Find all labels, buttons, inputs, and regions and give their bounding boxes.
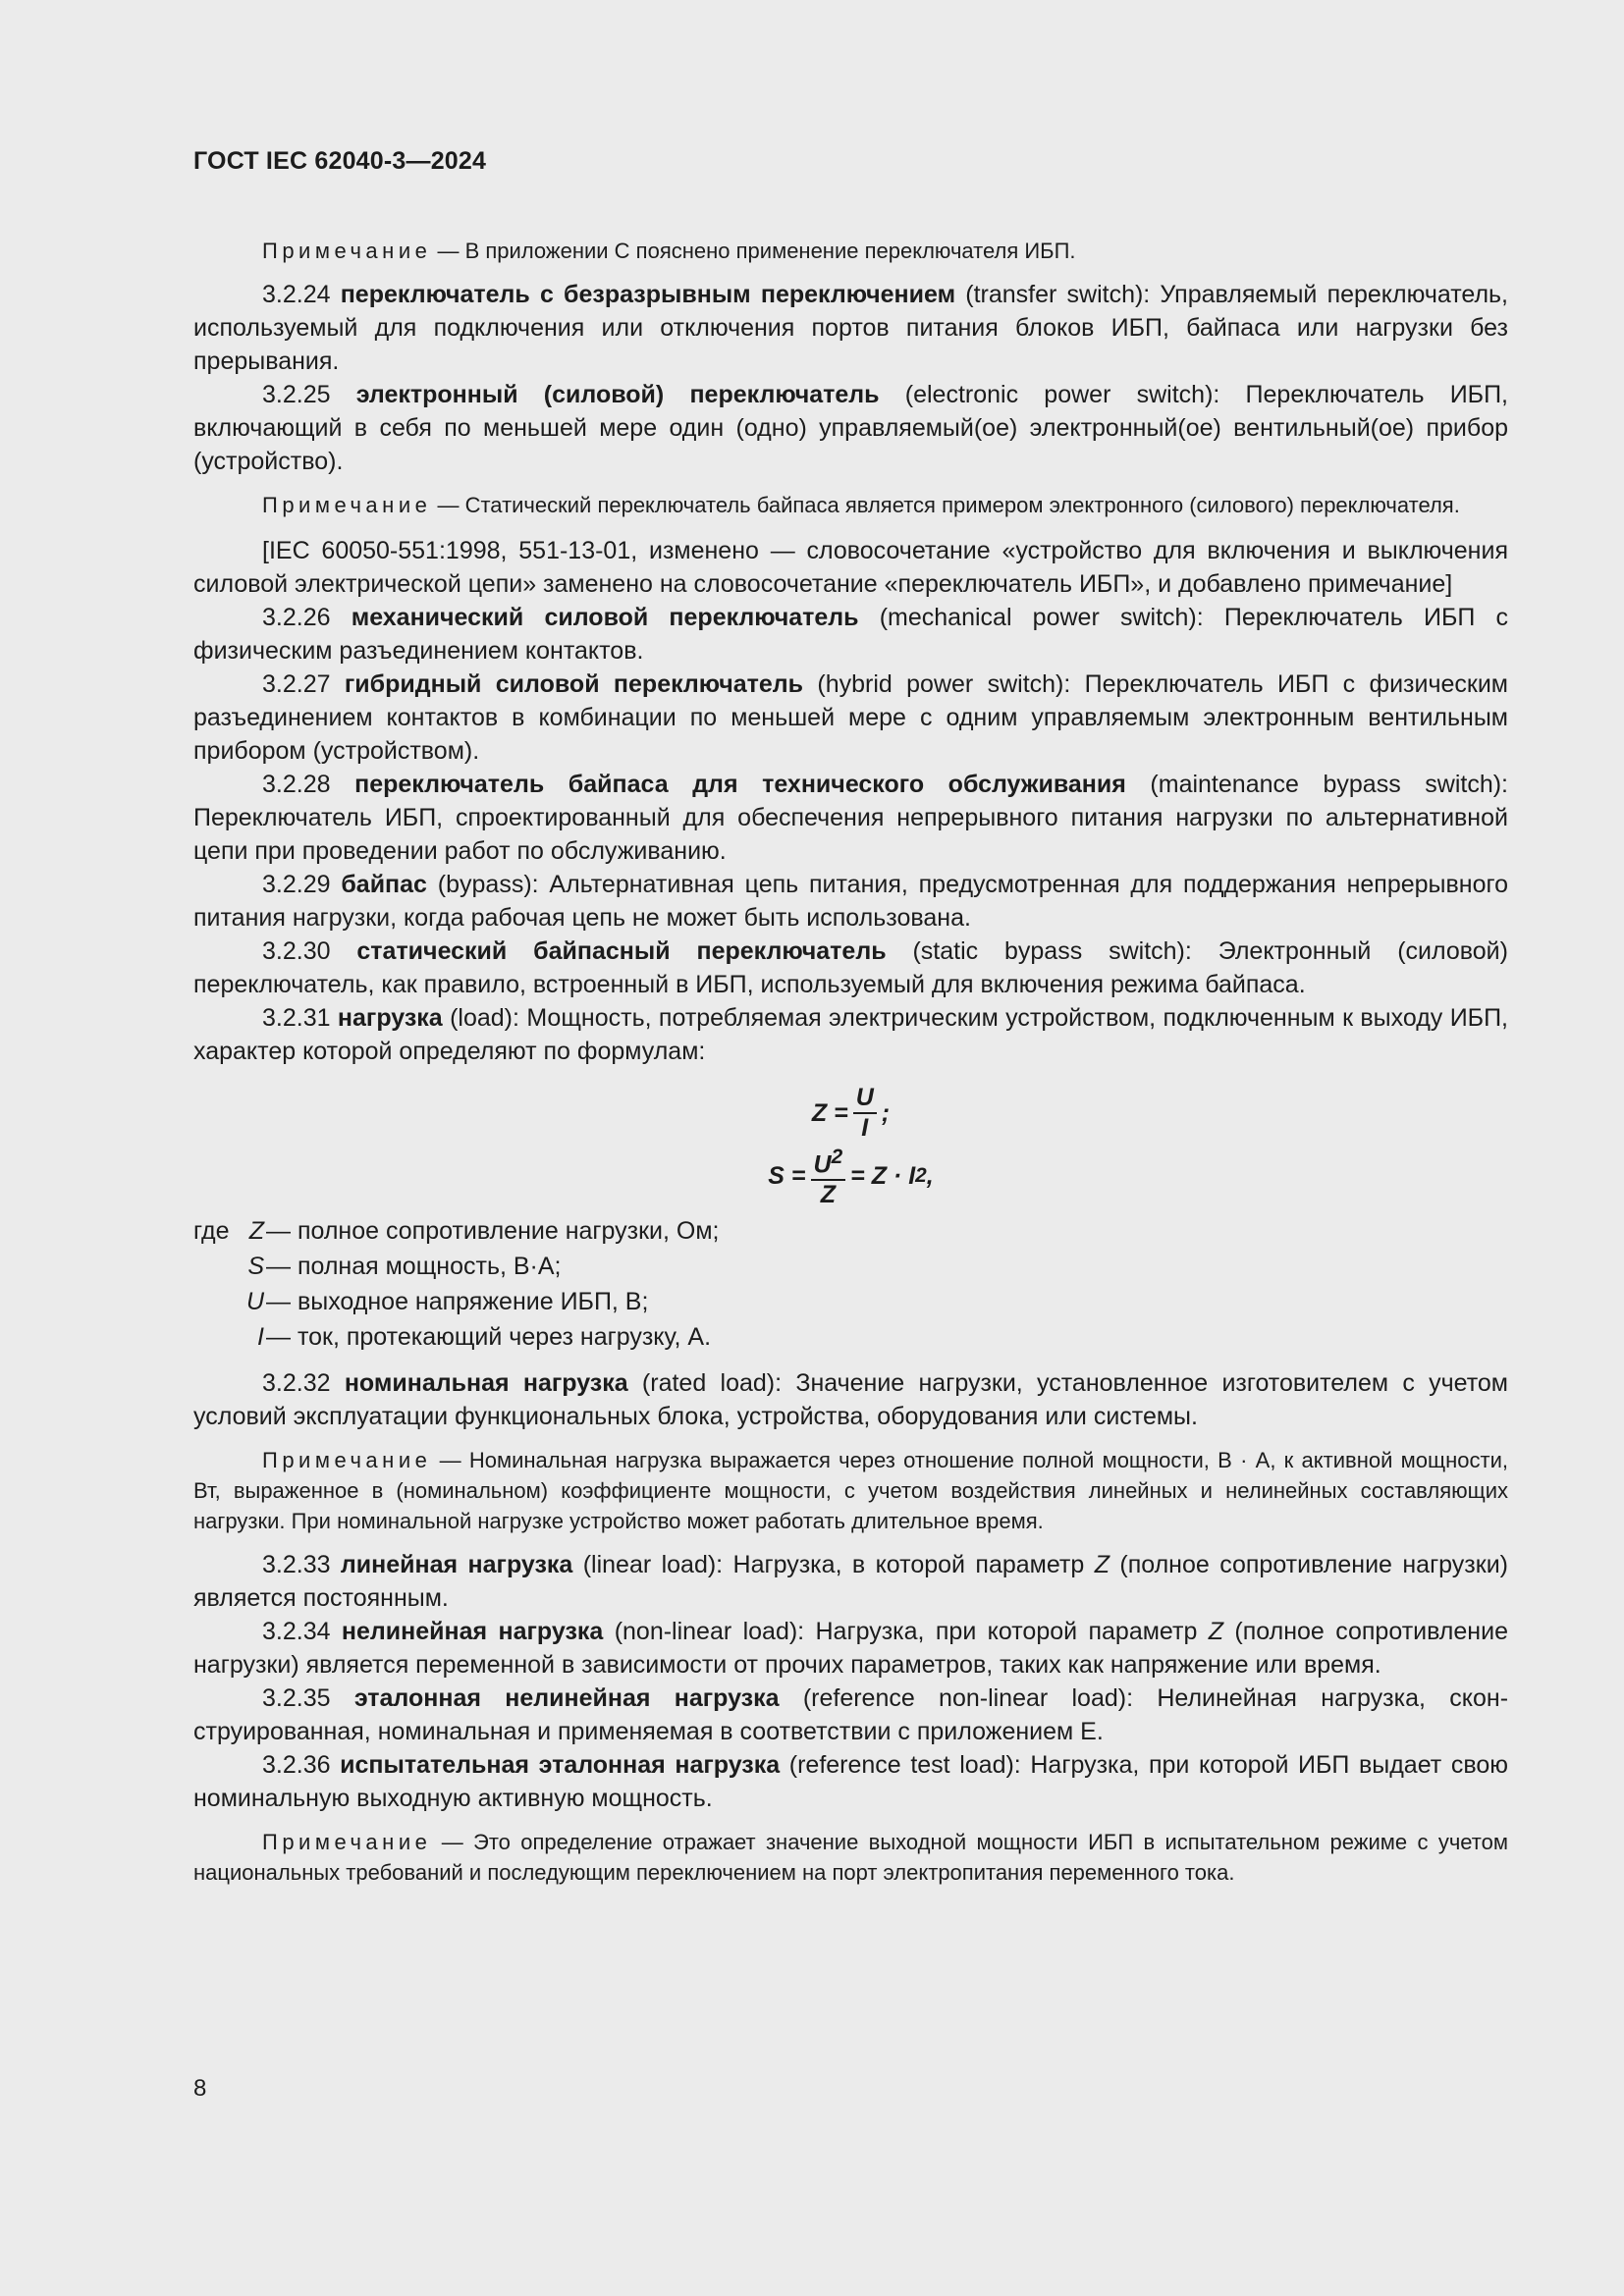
note-text: Статический переключатель байпаса является примером электронного (силового) переключателя. — [464, 493, 1460, 517]
term-definition: (electronic power switch): Переключатель ИБП, включающий в себя по меньшей мере один (одно) управляемый(ое) электронный(ое) вентильный(ое) прибор (устройство). — [193, 381, 1508, 475]
note — [193, 1827, 1508, 1888]
term-entry — [193, 601, 1508, 667]
term-definition: (reference non-linear load): Нелинейная нагрузка, сконструированная, номинальная и применяемая в соответствии с приложением Е. — [193, 1684, 1509, 1745]
formula-rhs: = Z · I — [850, 1161, 916, 1190]
term-number: 3.2.36 — [262, 1751, 331, 1779]
term-entry — [193, 1366, 1508, 1433]
formula-lhs: S = — [768, 1161, 806, 1190]
term-name: механический силовой переключатель — [351, 604, 859, 631]
fraction — [811, 1144, 846, 1208]
legend-row — [193, 1319, 1508, 1355]
term-definition: (rated load): Значение нагрузки, установленное изготовителем с учетом условий эксплуатации функциональных блока, устройства, оборудования или системы. — [193, 1369, 1508, 1430]
term-number: 3.2.30 — [262, 937, 331, 965]
term-entry — [193, 934, 1508, 1001]
term-number: 3.2.28 — [262, 771, 331, 798]
fraction-denominator: I — [861, 1114, 869, 1142]
legend-symbol: I — [257, 1323, 264, 1351]
term-definition-cont: (полное сопротивление нагрузки) является переменной в зависимости от прочих параметров, таких как напряжение или время. — [193, 1618, 1508, 1679]
note-dash: — — [437, 493, 460, 517]
legend-symbol: U — [245, 1288, 264, 1315]
legend-row — [193, 1284, 1508, 1319]
legend-text: — полное сопротивление нагрузки, Ом; — [266, 1217, 720, 1245]
superscript: 2 — [831, 1145, 843, 1168]
note-label: Примечание — [262, 239, 432, 263]
term-definition: (hybrid power switch): Переключатель ИБП с физическим разъединением контактов в комбинации по меньшей мере с одним управляемым электронным вентильным прибором (устройством). — [193, 670, 1508, 765]
term-definition: (load): Мощность, потребляемая электрическим устройством, подключенным к выходу ИБП, характер которой определяют по формулам: — [193, 1004, 1508, 1065]
note-dash: — — [437, 239, 460, 263]
term-variable: Z — [1208, 1618, 1224, 1645]
term-definition-cont: (полное сопротивление нагрузки) является постоянным. — [193, 1551, 1508, 1612]
term-definition: (linear load): Нагрузка, в которой параметр — [582, 1551, 1085, 1578]
superscript: 2 — [915, 1164, 927, 1187]
term-name: переключатель с безразрывным переключением — [340, 281, 956, 308]
term-number: 3.2.35 — [262, 1684, 331, 1712]
term-entry — [193, 1548, 1508, 1615]
source-reference: [IEC 60050-551:1998, 551-13-01, изменено — словосочетание «устройство для включения и выключения силовой электрической цепи» заменено на словосочетание «переключатель ИБП», и добавлено примечание] — [193, 537, 1508, 598]
term-number: 3.2.26 — [262, 604, 331, 631]
formula-lhs: Z = — [811, 1098, 848, 1127]
legend-text: — полная мощность, В·А; — [266, 1253, 562, 1280]
term-name: нагрузка — [337, 1004, 443, 1032]
fraction-numerator: U — [853, 1085, 877, 1114]
term-entry — [193, 1748, 1508, 1815]
term-number: 3.2.34 — [262, 1618, 331, 1645]
term-name: испытательная эталонная нагрузка — [340, 1751, 781, 1779]
term-number: 3.2.24 — [262, 281, 331, 308]
note — [193, 490, 1508, 520]
term-name: эталонная нелинейная нагрузка — [353, 1684, 780, 1712]
term-entry — [193, 768, 1508, 868]
page-number: 8 — [193, 2075, 207, 2102]
term-name: гибридный силовой переключатель — [344, 670, 804, 698]
variable-legend — [193, 1213, 1508, 1355]
term-name: байпас — [341, 871, 427, 898]
term-definition: (reference test load): Нагрузка, при которой ИБП выдает свою номинальную выходную активную мощность. — [193, 1751, 1509, 1812]
term-entry — [193, 1615, 1508, 1682]
term-entry — [193, 667, 1508, 768]
note-label: Примечание — [262, 493, 432, 517]
term-entry — [193, 1682, 1508, 1748]
formula-impedance — [193, 1082, 1508, 1145]
legend-symbol: Z — [248, 1217, 264, 1245]
formula-block — [193, 1082, 1508, 1207]
fraction — [853, 1085, 877, 1142]
note-label: Примечание — [262, 1448, 432, 1472]
term-name: электронный (силовой) переключатель — [355, 381, 880, 408]
term-number: 3.2.29 — [262, 871, 331, 898]
term-name: линейная нагрузка — [340, 1551, 573, 1578]
term-entry — [193, 378, 1508, 478]
legend-row — [193, 1249, 1508, 1284]
term-number: 3.2.27 — [262, 670, 331, 698]
legend-symbol: S — [247, 1253, 264, 1280]
term-number: 3.2.32 — [262, 1369, 331, 1397]
note-dash: — — [441, 1830, 463, 1854]
document-body — [193, 224, 1508, 1899]
term-entry — [193, 278, 1508, 378]
note-label: Примечание — [262, 1830, 432, 1854]
term-definition: (maintenance bypass switch): Переключатель ИБП, спроектированный для обеспечения непрерывного питания нагрузки по альтернативной цепи при проведении работ по обслуживанию. — [193, 771, 1509, 865]
legend-row — [193, 1213, 1508, 1249]
note-dash: — — [439, 1448, 461, 1472]
fraction-numerator: $U^2$ — [811, 1144, 846, 1181]
term-definition: (non-linear load): Нагрузка, при которой параметр — [614, 1618, 1198, 1645]
term-name: нелинейная нагрузка — [341, 1618, 604, 1645]
term-definition: (bypass): Альтернативная цепь питания, предусмотренная для поддержания непрерывного питания нагрузки, когда рабочая цепь не может быть использована. — [193, 871, 1508, 932]
legend-text: — выходное напряжение ИБП, В; — [266, 1288, 649, 1315]
term-entry — [193, 1001, 1508, 1068]
document-header: ГОСТ IEC 62040-3—2024 — [193, 147, 487, 175]
formula-end: , — [926, 1161, 934, 1190]
term-definition: (mechanical power switch): Переключатель ИБП с физическим разъединением контактов. — [193, 604, 1508, 665]
term-definition: (transfer switch): Управляемый переключатель, используемый для подключения или отключения портов питания блоков ИБП, байпаса или нагрузки без прерывания. — [193, 281, 1508, 375]
note — [193, 236, 1508, 266]
legend-prefix: где — [193, 1217, 230, 1245]
term-number: 3.2.25 — [262, 381, 331, 408]
term-entry — [193, 868, 1508, 934]
term-definition: (static bypass switch): Электронный (силовой) переключатель, как правило, встроенный в ИБП, используемый для включения режима байпаса. — [193, 937, 1508, 998]
formula-power — [193, 1145, 1508, 1207]
term-name: переключатель байпаса для технического обслуживания — [354, 771, 1126, 798]
note-text: В приложении С пояснено применение переключателя ИБП. — [464, 239, 1076, 263]
note — [193, 1445, 1508, 1536]
term-number: 3.2.31 — [262, 1004, 331, 1032]
fraction-denominator: Z — [820, 1181, 836, 1209]
note-text: Это определение отражает значение выходной мощности ИБП в испытательном режиме с учетом национальных требований и последующим переключением на порт электропитания переменного тока. — [193, 1830, 1508, 1885]
legend-text: — ток, протекающий через нагрузку, А. — [266, 1323, 712, 1351]
term-variable: Z — [1094, 1551, 1110, 1578]
formula-end: ; — [881, 1098, 891, 1127]
term-name: статический байпасный переключатель — [356, 937, 887, 965]
term-number: 3.2.33 — [262, 1551, 331, 1578]
term-name: номинальная нагрузка — [344, 1369, 628, 1397]
note-text: Номинальная нагрузка выражается через отношение полной мощности, В · А, к активной мощности, Вт, выраженное в (номинальном) коэффициенте мощности, с учетом воздействия линейных и нелинейных составляющих нагрузки. При номинальной нагрузке устройство может работать длительное время. — [193, 1448, 1508, 1533]
